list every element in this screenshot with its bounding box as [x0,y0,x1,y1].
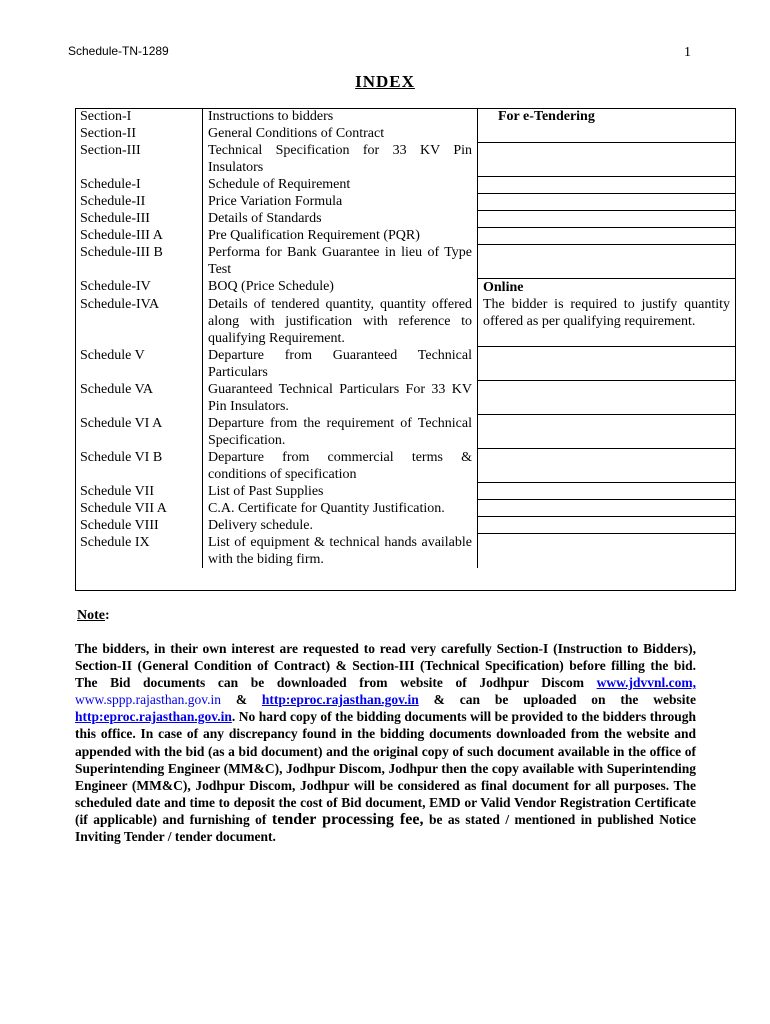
table-row [75,381,735,415]
page-title: INDEX [355,72,415,91]
section-cell: Schedule-III [75,210,203,227]
note-paragraph [75,640,696,845]
description-cell: Departure from Guaranteed Technical Particulars [203,347,478,381]
remark-cell [478,483,736,500]
table-row [75,125,735,142]
header-doc-ref: Schedule-TN-1289 [68,44,169,58]
description-cell: List of Past Supplies [203,483,478,500]
note-text-1: The bidders, in their own interest are requested to read very carefully Section-I (Instruction to Bidders), Section-II (General Condition of Contract) & Section-III (Technical Specification) before filling the bid. The Bid documents can be downloaded from website of Jodhpur Discom [75,641,696,691]
remark-cell [478,347,736,381]
table-row [75,244,735,278]
table-row [75,278,735,296]
section-cell: Schedule VII [75,483,203,500]
remark-cell: The bidder is required to justify quantity offered as per qualifying requirement. [478,296,736,347]
eproc-upload-link[interactable]: http:eproc.rajasthan.gov.in [75,709,232,725]
remark-cell [478,125,736,142]
table-row [75,534,735,568]
description-cell: Departure from commercial terms & conditions of specification [203,449,478,483]
description-cell: BOQ (Price Schedule) [203,278,478,296]
description-cell: C.A. Certificate for Quantity Justification. [203,500,478,517]
section-cell: Schedule VI A [75,415,203,449]
note-text-4: tender processing fee, [271,810,424,828]
note-text-3: . No hard copy of the bidding documents will be provided to the bidders through this office. In case of any discrepancy found in the bidding documents downloaded from the website and appended with the bid (as a bid document) and the original copy of such document available in the office of Superintending Engineer (MM&C), Jodhpur Discom, Jodhpur then the copy available with Superintending Engineer (MM&C), Jodhpur Discom, Jodhpur will be considered as final document for all purposes. The scheduled date and time to deposit the cost of Bid document, EMD or Valid Vendor Registration Certificate (if applicable) and furnishing of [75,709,696,827]
section-cell: Section-III [75,142,203,176]
section-cell: Schedule VIII [75,517,203,534]
table-row [75,210,735,227]
section-cell: Schedule-I [75,176,203,193]
table-row [75,500,735,517]
page-number: 1 [684,45,691,60]
description-cell: Departure from the requirement of Technical Specification. [203,415,478,449]
note-label: Note [77,608,105,623]
section-cell: Schedule VI B [75,449,203,483]
table-row [75,517,735,534]
description-cell: Technical Specification for 33 KV Pin Insulators [203,142,478,176]
note-colon: : [105,608,110,623]
table-row [75,108,735,125]
section-cell: Schedule IX [75,534,203,568]
description-cell: List of equipment & technical hands available with the biding firm. [203,534,478,568]
note-amp: & [220,692,262,708]
eproc-link[interactable]: http:eproc.rajasthan.gov.in [261,692,419,708]
remark-cell [478,210,736,227]
remark-cell [478,176,736,193]
remark-cell [478,142,736,176]
description-cell: Schedule of Requirement [203,176,478,193]
description-cell: Instructions to bidders [203,108,478,125]
remark-cell [478,381,736,415]
remark-cell [478,193,736,210]
section-cell: Schedule-III B [75,244,203,278]
jdvvnl-link[interactable]: www.jdvvnl.com, [596,675,696,691]
remark-cell: For e-Tendering [498,109,595,124]
table-row [75,193,735,210]
remark-cell [478,449,736,483]
description-cell: Price Variation Formula [203,193,478,210]
remark-cell [478,534,736,568]
table-row [75,415,735,449]
description-cell: Details of tendered quantity, quantity offered along with justification with reference to qualifying Requirement. [203,296,478,347]
table-row [75,347,735,381]
table-row [75,142,735,176]
description-cell: Details of Standards [203,210,478,227]
section-cell: Schedule VA [75,381,203,415]
remark-cell [478,227,736,244]
section-cell: Schedule V [75,347,203,381]
description-cell: General Conditions of Contract [203,125,478,142]
section-cell: Schedule-IVA [75,296,203,347]
table-row [75,176,735,193]
note-text-5: be as stated / mentioned in published Notice Inviting Tender / tender document. [75,811,696,845]
remark-cell [478,500,736,517]
remark-cell [478,244,736,278]
table-row [75,227,735,244]
section-cell: Schedule-III A [75,227,203,244]
sppp-link[interactable]: www.sppp.rajasthan.gov.in [75,692,221,708]
table-row [75,296,735,347]
description-cell: Pre Qualification Requirement (PQR) [203,227,478,244]
remark-cell: Online [483,279,524,295]
description-cell: Delivery schedule. [203,517,478,534]
index-table-body [75,108,735,568]
note-text-2: & can be uploaded on the website [418,692,696,708]
index-table [75,108,735,568]
section-cell: Section-II [75,125,203,142]
section-cell: Schedule-IV [75,278,203,296]
description-cell: Guaranteed Technical Particulars For 33 KV Pin Insulators. [203,381,478,415]
description-cell: Performa for Bank Guarantee in lieu of Type Test [203,244,478,278]
section-cell: Schedule VII A [75,500,203,517]
remark-cell [478,415,736,449]
section-cell: Section-I [75,108,203,125]
table-row [75,483,735,500]
remark-cell [478,517,736,534]
section-cell: Schedule-II [75,193,203,210]
note-heading [77,608,110,624]
table-row [75,449,735,483]
